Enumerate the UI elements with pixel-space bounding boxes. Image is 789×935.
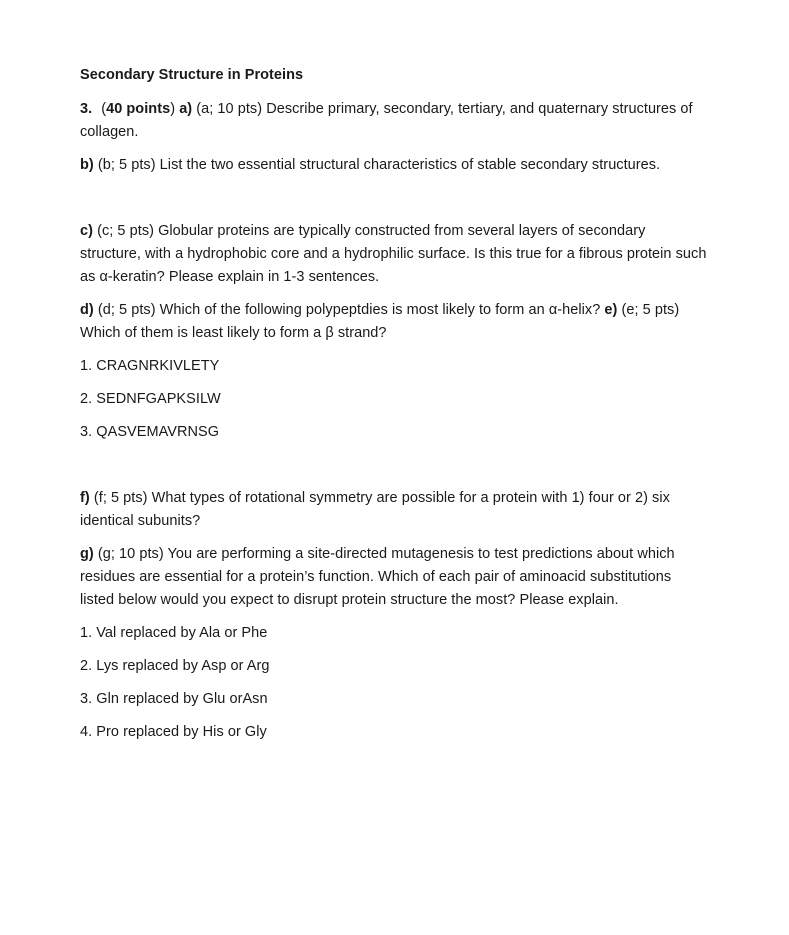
part-d-text: (d; 5 pts) Which of the following polypeptdies is most likely to form an α-helix? [97,302,601,318]
part-b-text: (b; 5 pts) List the two essential structural characteristics of stable secondary structures. [97,157,661,173]
substitution-item: 4. Pro replaced by His or Gly [80,724,267,740]
part-e-text: (e; 5 pts) Which of them is least likely to form a β strand? [80,302,680,341]
substitution-item: 1. Val replaced by Ala or Phe [80,625,268,641]
part-d-label: d) [80,302,94,318]
question-3d-3e [80,299,709,345]
points-close: ) [170,101,176,117]
question-3c [80,220,709,289]
part-b-label: b) [80,157,94,173]
part-g-label: g) [80,546,94,562]
part-f-text: (f; 5 pts) What types of rotational symmetry are possible for a protein with 1) four or 2) six identical subunits? [80,490,670,529]
spacer [80,187,709,220]
question-3f [80,487,709,533]
part-c-label: c) [80,223,93,239]
question-3a [80,98,709,144]
points-open: ( [101,101,107,117]
question-number: 3. [80,101,93,117]
part-c-text: (c; 5 pts) Globular proteins are typically constructed from several layers of secondary structure, with a hydrophobic core and a hydrophilic surface. Is this true for a fibrous protein such as α-keratin? Please explain in 1-3 sentences. [80,223,707,285]
part-f-label: f) [80,490,90,506]
sequence-item: 2. SEDNFGAPKSILW [80,391,221,407]
spacer [80,454,709,487]
sequence-item: 3. QASVEMAVRNSG [80,424,220,440]
section-title: Secondary Structure in Proteins [80,67,304,83]
part-e-label: e) [604,302,618,318]
question-points: 40 points [106,101,171,117]
sequence-item: 1. CRAGNRKIVLETY [80,358,220,374]
substitution-item: 3. Gln replaced by Glu orAsn [80,691,268,707]
question-3b [80,154,709,177]
question-3g [80,543,709,612]
part-g-text: (g; 10 pts) You are performing a site-directed mutagenesis to test predictions about which residues are essential for a protein’s function. Which of each pair of aminoacid substitutions listed below would you expect to disrupt protein structure the most? Please explain. [80,546,675,608]
part-a-text: (a; 10 pts) Describe primary, secondary, tertiary, and quaternary structures of collagen. [80,101,693,140]
part-a-label: a) [179,101,193,117]
substitution-item: 2. Lys replaced by Asp or Arg [80,658,270,674]
